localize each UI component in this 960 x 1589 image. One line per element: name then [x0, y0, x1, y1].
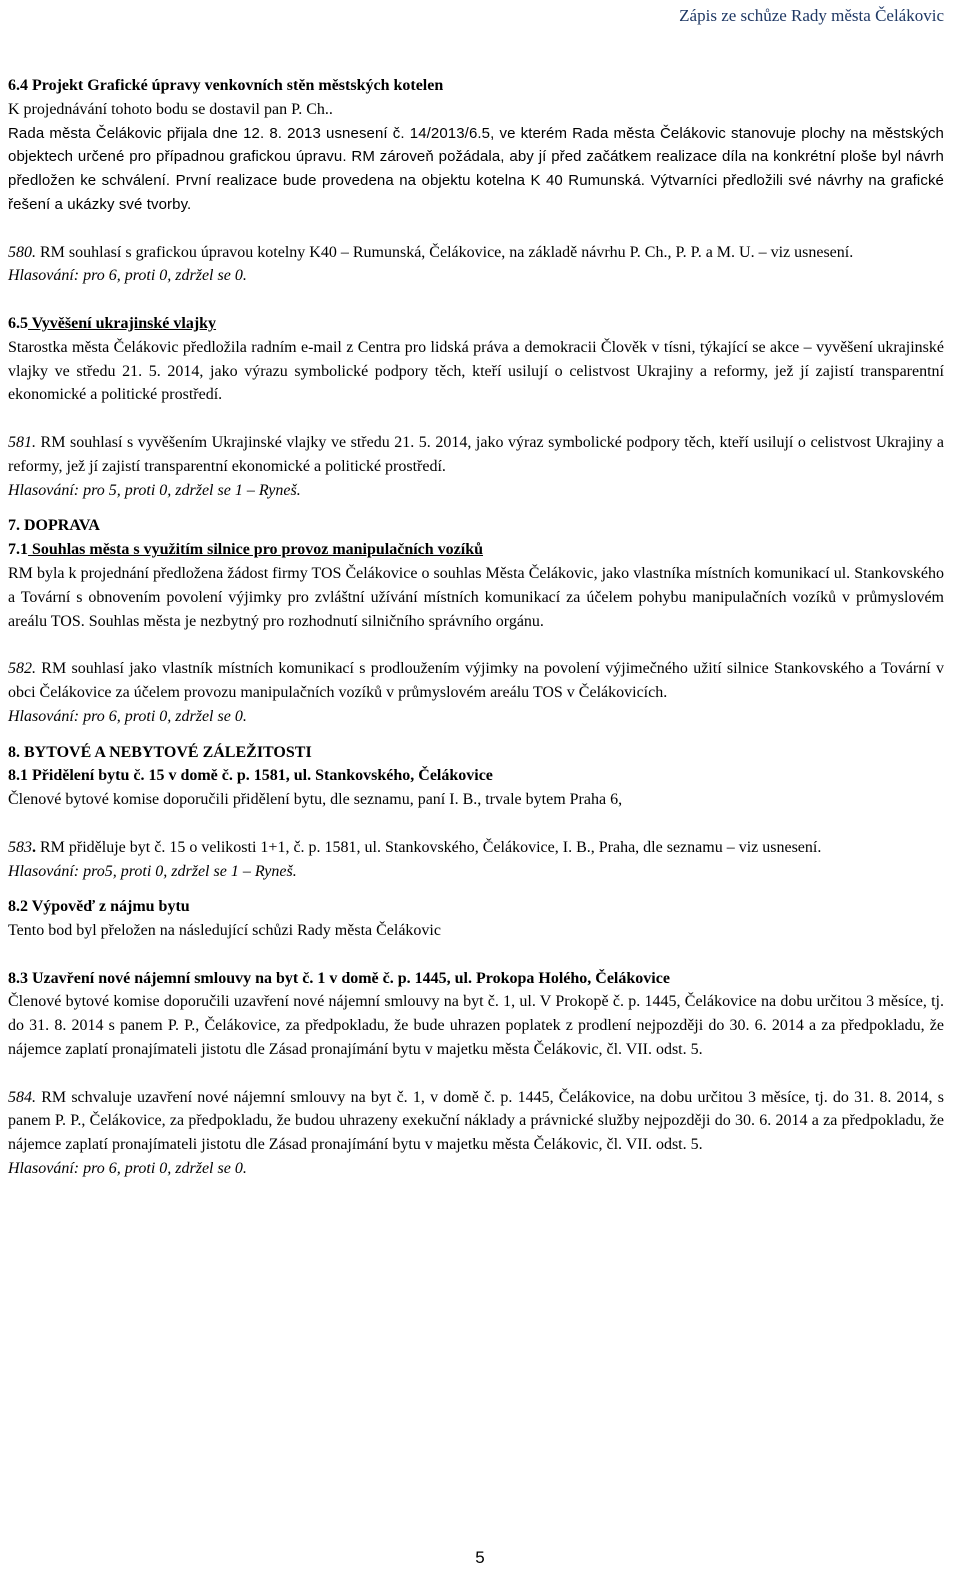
- resolution-text: RM souhlasí s grafickou úpravou kotelny K40 – Rumunská, Čelákovice, na základě návrhu P. Ch., P. P. a M. U. – viz usnesení.: [36, 243, 854, 261]
- page-number: 5: [475, 1548, 485, 1567]
- resolution-text: RM souhlasí s vyvěšením Ukrajinské vlajky ve středu 21. 5. 2014, jako výraz symbolické podpory těch, kteří usilují o celistvost Ukrajiny a reformy, jež jí zajistí transparentní ekonomické a politické prostředí.: [8, 433, 944, 475]
- section-6-5-heading: [8, 312, 944, 336]
- resolution-number-dot: .: [32, 838, 36, 856]
- resolution-number: 582.: [8, 660, 36, 678]
- section-8-1-body: Členové bytové komise doporučili přidělení bytu, dle seznamu, paní I. B., trvale bytem Praha 6,: [8, 791, 623, 809]
- resolution-number: 584.: [8, 1088, 36, 1106]
- section-6-4-body: Rada města Čelákovic přijala dne 12. 8. 2013 usnesení č. 14/2013/6.5, ve kterém Rada města Čelákovic stanovuje plochy na městských objektech určené pro případnou grafickou úpravu. RM zároveň požádala, aby jí před začátkem realizace díla na konkrétní ploše byl návrh předložen ke schválení. První realizace bude provedena na objektu kotelna K 40 Rumunská. Výtvarníci předložili své návrhy na grafické řešení a ukázky své tvorby.: [8, 124, 944, 213]
- resolution-number: 583: [8, 838, 32, 856]
- section-8-1-heading: 8.1 Přidělení bytu č. 15 v domě č. p. 1581, ul. Stankovského, Čelákovice: [8, 767, 493, 785]
- section-8-3-heading: 8.3 Uzavření nové nájemní smlouvy na byt č. 1 v domě č. p. 1445, ul. Prokopa Holého, Čelákovice: [8, 969, 670, 987]
- document-body: [8, 74, 944, 1181]
- resolution-text: RM souhlasí jako vlastník místních komunikací s prodloužením výjimky na povolení výjimečného užití silnice Stankovského a Tovární v obci Čelákovice za účelem provozu manipulačních vozíků v průmyslovém areálu TOS v Čelákovicích.: [8, 660, 944, 701]
- resolution-number: 580.: [8, 243, 36, 261]
- section-number: 6.5: [8, 314, 28, 332]
- section-7-1-heading: [8, 538, 944, 562]
- resolution-580: [8, 241, 944, 265]
- vote-result: Hlasování: pro 5, proti 0, zdržel se 1 – Ryneš.: [8, 481, 301, 499]
- section-8-heading: 8. BYTOVÉ A NEBYTOVÉ ZÁLEŽITOSTI: [8, 743, 312, 761]
- section-number: 7.1: [8, 541, 28, 559]
- vote-result: Hlasování: pro 6, proti 0, zdržel se 0.: [8, 1160, 247, 1178]
- section-7-heading: 7. DOPRAVA: [8, 517, 100, 535]
- section-8-3-body: Členové bytové komise doporučili uzavření nové nájemní smlouvy na byt č. 1, ul. V Prokopě č. p. 1445, Čelákovice na dobu určitou 3 měsíce, tj. do 31. 8. 2014 s panem P. P., Čelákovice, za předpokladu, že bude uhrazen poplatek z prodlení nejpozději do 30. 6. 2014 a za předpokladu, že nájemce zaplatí pronajímateli jistotu dle Zásad pronajímání bytu v majetku města Čelákovic, čl. VII. odst. 5.: [8, 993, 944, 1059]
- resolution-text: RM schvaluje uzavření nové nájemní smlouvy na byt č. 1, v domě č. p. 1445, Čelákovice, na dobu určitou 3 měsíce, tj. do 31. 8. 2014, s panem P. P., Čelákovice, za předpokladu, že budou uhrazeny exekuční náklady a právnické služby nejpozději do 30. 6. 2014 a za předpokladu, že nájemce zaplatí pronajímateli jistotu dle Zásad pronajímání bytu v majetku města Čelákovic, čl. VII. odst. 5.: [8, 1088, 944, 1154]
- section-8-2-body: Tento bod byl přeložen na následující schůzi Rady města Čelákovic: [8, 922, 441, 940]
- vote-result: Hlasování: pro 6, proti 0, zdržel se 0.: [8, 267, 247, 285]
- resolution-text: RM přiděluje byt č. 15 o velikosti 1+1, č. p. 1581, ul. Stankovského, Čelákovice, I. B., Praha, dle seznamu – viz usnesení.: [36, 838, 822, 856]
- resolution-582: [8, 657, 944, 705]
- section-6-4-heading: 6.4 Projekt Grafické úpravy venkovních stěn městských kotelen: [8, 77, 444, 94]
- resolution-number: 581.: [8, 433, 36, 451]
- section-7-1-body: RM byla k projednání předložena žádost firmy TOS Čelákovice o souhlas Města Čelákovic, jako vlastníka místních komunikací ul. Stankovského a Tovární s obnovením povolení výjimky pro zvláštní užívání místních komunikací za účelem pohybu manipulačních vozíků v průmyslovém areálu TOS. Souhlas města je nezbytný pro rozhodnutí silničního správního orgánu.: [8, 564, 944, 630]
- vote-result: Hlasování: pro5, proti 0, zdržel se 1 – Ryneš.: [8, 862, 297, 880]
- resolution-583: [8, 836, 944, 860]
- section-8-2-heading: 8.2 Výpověď z nájmu bytu: [8, 898, 190, 916]
- vote-result: Hlasování: pro 6, proti 0, zdržel se 0.: [8, 707, 247, 725]
- document-header-title: Zápis ze schůze Rady města Čelákovic: [679, 6, 944, 25]
- resolution-584: [8, 1086, 944, 1157]
- resolution-581: [8, 431, 944, 479]
- section-6-4-attendance: K projednávání tohoto bodu se dostavil pan P. Ch..: [8, 100, 333, 118]
- section-title: Vyvěšení ukrajinské vlajky: [28, 314, 217, 332]
- section-6-5-body: Starostka města Čelákovic předložila radním e-mail z Centra pro lidská práva a demokracii Člověk v tísni, týkající se akce – vyvěšení ukrajinské vlajky ve středu 21. 5. 2014, jako výrazu symbolické podpory těch, kteří usilují o celistvost Ukrajiny a reformy, jež jí zajistí transparentní ekonomické a politické prostředí.: [8, 338, 944, 404]
- section-title: Souhlas města s využitím silnice pro provoz manipulačních vozíků: [28, 541, 484, 559]
